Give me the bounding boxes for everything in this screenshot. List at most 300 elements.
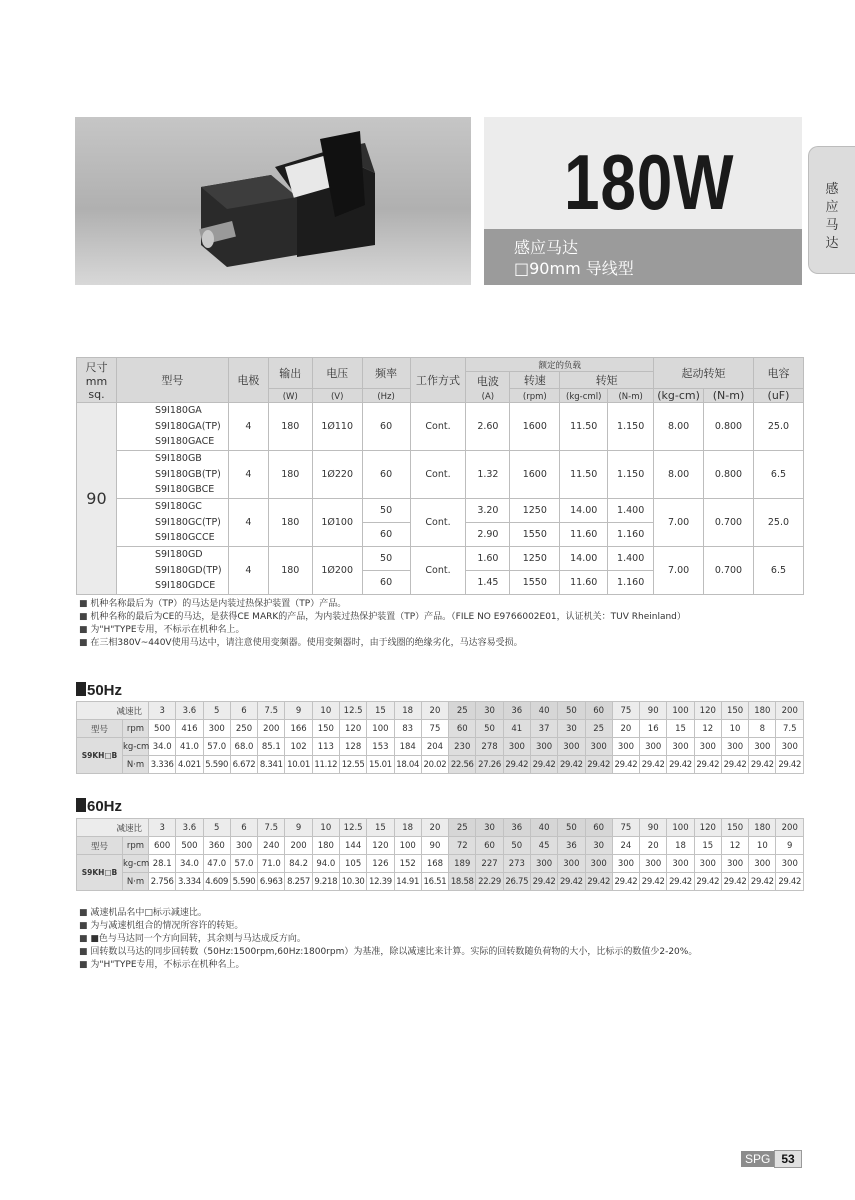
rpm-cell: 240 bbox=[258, 837, 285, 855]
ratio-cell: 7.5 bbox=[258, 702, 285, 720]
rpm-cell: 300 bbox=[230, 837, 257, 855]
nm-cell: 10.01 bbox=[285, 756, 312, 774]
kgcm-cell: 168 bbox=[421, 855, 448, 873]
nm-cell: 4.021 bbox=[176, 756, 203, 774]
rpm-cell: 600 bbox=[149, 837, 176, 855]
current-value: 2.60 bbox=[466, 403, 510, 451]
start-nm-value: 0.700 bbox=[704, 547, 754, 595]
gear-model: S9KH□B bbox=[77, 855, 123, 891]
kgcm-cell: 300 bbox=[721, 738, 748, 756]
rpm-cell: 37 bbox=[530, 720, 557, 738]
rpm-row bbox=[77, 720, 804, 738]
current-header: 电波 (A) bbox=[466, 372, 510, 403]
mode-value: Cont. bbox=[410, 547, 466, 595]
rpm-cell: 300 bbox=[203, 720, 230, 738]
rpm-cell: 250 bbox=[230, 720, 257, 738]
ratio-cell: 90 bbox=[640, 702, 667, 720]
nm-cell: 29.42 bbox=[721, 873, 748, 891]
nm-cell: 29.42 bbox=[749, 873, 776, 891]
ratio-cell: 100 bbox=[667, 819, 694, 837]
nm-cell: 29.42 bbox=[530, 873, 557, 891]
spec-notes bbox=[79, 598, 686, 650]
model-header: 型号 bbox=[116, 358, 228, 403]
ratio-cell: 100 bbox=[667, 702, 694, 720]
nm-cell: 29.42 bbox=[558, 756, 585, 774]
table-row bbox=[77, 547, 804, 571]
ratio-row bbox=[77, 819, 804, 837]
note-item: ■ ■色与马达同一个方向回转，其余则与马达成反方向。 bbox=[79, 933, 697, 946]
mode-value: Cont. bbox=[410, 499, 466, 547]
nm-cell: 27.26 bbox=[476, 756, 503, 774]
nm-cell: 29.42 bbox=[749, 756, 776, 774]
ratio-cell: 10 bbox=[312, 702, 339, 720]
ratio-row bbox=[77, 702, 804, 720]
kgcm-cell: 278 bbox=[476, 738, 503, 756]
ratio-cell: 120 bbox=[694, 819, 721, 837]
unit-rpm: rpm bbox=[123, 720, 149, 738]
rpm-cell: 60 bbox=[476, 837, 503, 855]
rpm-value: 1550 bbox=[510, 523, 560, 547]
nm-cell: 29.42 bbox=[721, 756, 748, 774]
rpm-cell: 83 bbox=[394, 720, 421, 738]
rpm-cell: 25 bbox=[585, 720, 612, 738]
speed-unit: (rpm) bbox=[510, 389, 560, 403]
kgcm-cell: 28.1 bbox=[149, 855, 176, 873]
rpm-cell: 30 bbox=[558, 720, 585, 738]
ratio-cell: 20 bbox=[421, 819, 448, 837]
note-item: ■ 机种名称的最后为CE的马达，是获得CE MARK的产品，为内装过热保护装置（TP）产品。（FILE NO E9766002E01，认证机关：TUV Rheinland） bbox=[79, 611, 686, 624]
ratio-cell: 25 bbox=[449, 702, 476, 720]
rpm-cell: 10 bbox=[721, 720, 748, 738]
kgcm-cell: 126 bbox=[367, 855, 394, 873]
rpm-cell: 75 bbox=[421, 720, 448, 738]
kgcm-value: 11.60 bbox=[560, 571, 608, 595]
voltage-header: 电压 bbox=[312, 358, 362, 389]
kgcm-cell: 300 bbox=[776, 855, 804, 873]
category-side-tab[interactable] bbox=[808, 146, 855, 274]
freq-value: 60 bbox=[362, 403, 410, 451]
nm-cell: 15.01 bbox=[367, 756, 394, 774]
nm-cell: 29.42 bbox=[612, 873, 639, 891]
nm-cell: 29.42 bbox=[776, 873, 804, 891]
kgcm-value: 11.50 bbox=[560, 451, 608, 499]
unit-kgcm: kg-cm bbox=[123, 855, 149, 873]
kgcm-cell: 300 bbox=[558, 855, 585, 873]
note-item: ■ 回转数以马达的同步回转数（50Hz:1500rpm,60Hz:1800rpm）为基准，除以减速比来计算。实际的回转数随负荷物的大小，比标示的数值少2-20%。 bbox=[79, 946, 697, 959]
output-value: 180 bbox=[268, 403, 312, 451]
current-value: 1.32 bbox=[466, 451, 510, 499]
rpm-value: 1250 bbox=[510, 547, 560, 571]
rpm-cell: 8 bbox=[749, 720, 776, 738]
power-rating: 180W bbox=[564, 138, 735, 226]
rpm-cell: 100 bbox=[394, 837, 421, 855]
nm-cell: 29.42 bbox=[585, 756, 612, 774]
kgcm-cell: 113 bbox=[312, 738, 339, 756]
kgcm-cell: 84.2 bbox=[285, 855, 312, 873]
rpm-cell: 30 bbox=[585, 837, 612, 855]
freq-header: 频率 bbox=[362, 358, 410, 389]
unit-rpm: rpm bbox=[123, 837, 149, 855]
kgcm-value: 14.00 bbox=[560, 547, 608, 571]
nm-cell: 6.963 bbox=[258, 873, 285, 891]
freq-value: 50 bbox=[362, 499, 410, 523]
kgcm-cell: 57.0 bbox=[230, 855, 257, 873]
kgcm-cell: 300 bbox=[776, 738, 804, 756]
gear-model: S9KH□B bbox=[77, 738, 123, 774]
nm-cell: 22.29 bbox=[476, 873, 503, 891]
nm-cell: 12.39 bbox=[367, 873, 394, 891]
motor-illustration bbox=[75, 117, 471, 285]
nm-cell: 22.56 bbox=[449, 756, 476, 774]
product-photo bbox=[75, 117, 471, 285]
nm-row bbox=[77, 873, 804, 891]
ratio-cell: 180 bbox=[749, 702, 776, 720]
rpm-cell: 500 bbox=[149, 720, 176, 738]
rpm-cell: 7.5 bbox=[776, 720, 804, 738]
ratio-cell: 30 bbox=[476, 702, 503, 720]
rpm-cell: 45 bbox=[530, 837, 557, 855]
ratio-cell: 30 bbox=[476, 819, 503, 837]
nm-cell: 11.12 bbox=[312, 756, 339, 774]
page-footer bbox=[741, 1150, 802, 1168]
nm-cell: 29.42 bbox=[640, 873, 667, 891]
rpm-value: 1550 bbox=[510, 571, 560, 595]
kgcm-cell: 300 bbox=[694, 855, 721, 873]
rpm-cell: 90 bbox=[421, 837, 448, 855]
side-tab-char: 应 bbox=[825, 200, 839, 215]
ratio-cell: 150 bbox=[721, 819, 748, 837]
kgcm-cell: 230 bbox=[449, 738, 476, 756]
rpm-cell: 100 bbox=[367, 720, 394, 738]
nm-value: 1.150 bbox=[608, 403, 654, 451]
ratio-cell: 25 bbox=[449, 819, 476, 837]
ratio-cell: 15 bbox=[367, 702, 394, 720]
section-title-50hz: 50Hz bbox=[76, 682, 122, 699]
subtitle-band bbox=[484, 229, 802, 285]
kgcm-value: 11.60 bbox=[560, 523, 608, 547]
cap-value: 25.0 bbox=[753, 403, 803, 451]
voltage-value: 1Ø220 bbox=[312, 451, 362, 499]
rpm-cell: 500 bbox=[176, 837, 203, 855]
note-item: ■ 为"H"TYPE专用，不标示在机种名上。 bbox=[79, 624, 686, 637]
rpm-cell: 20 bbox=[612, 720, 639, 738]
kgcm-cell: 300 bbox=[640, 738, 667, 756]
nm-value: 1.160 bbox=[608, 571, 654, 595]
ratio-cell: 3.6 bbox=[176, 702, 203, 720]
current-value: 3.20 bbox=[466, 499, 510, 523]
rpm-cell: 18 bbox=[667, 837, 694, 855]
nm-cell: 29.42 bbox=[694, 873, 721, 891]
model-label: 型号 bbox=[77, 837, 123, 855]
start-nm-value: 0.800 bbox=[704, 451, 754, 499]
nm-value: 1.400 bbox=[608, 499, 654, 523]
note-item: ■ 机种名称最后为（TP）的马达是内装过热保护装置（TP）产品。 bbox=[79, 598, 686, 611]
rpm-cell: 72 bbox=[449, 837, 476, 855]
unit-kgcm: kg-cm bbox=[123, 738, 149, 756]
current-value: 2.90 bbox=[466, 523, 510, 547]
table-row bbox=[77, 403, 804, 451]
nm-cell: 29.42 bbox=[640, 756, 667, 774]
size-value: 90 bbox=[77, 403, 117, 595]
torque-unit-kgcm: (kg-cml) bbox=[560, 389, 608, 403]
rpm-cell: 416 bbox=[176, 720, 203, 738]
nm-cell: 29.42 bbox=[667, 756, 694, 774]
rpm-cell: 166 bbox=[285, 720, 312, 738]
model-list: S9I180GB S9I180GB(TP) S9I180GBCE bbox=[116, 451, 228, 499]
nm-cell: 14.91 bbox=[394, 873, 421, 891]
subtitle-type: 感应马达 bbox=[514, 238, 579, 257]
ratio-cell: 60 bbox=[585, 819, 612, 837]
kgcm-cell: 300 bbox=[503, 738, 530, 756]
ratio-cell: 15 bbox=[367, 819, 394, 837]
rpm-cell: 12 bbox=[721, 837, 748, 855]
kgcm-cell: 105 bbox=[339, 855, 366, 873]
rpm-cell: 50 bbox=[503, 837, 530, 855]
rpm-cell: 360 bbox=[203, 837, 230, 855]
mode-value: Cont. bbox=[410, 403, 466, 451]
ratio-cell: 9 bbox=[285, 702, 312, 720]
torque-unit-nm: (N-m) bbox=[608, 389, 654, 403]
rpm-cell: 15 bbox=[694, 837, 721, 855]
poles-value: 4 bbox=[228, 499, 268, 547]
nm-cell: 29.42 bbox=[667, 873, 694, 891]
nm-cell: 2.756 bbox=[149, 873, 176, 891]
section-title-60hz: 60Hz bbox=[76, 798, 122, 815]
ratio-cell: 5 bbox=[203, 819, 230, 837]
rpm-cell: 60 bbox=[449, 720, 476, 738]
nm-cell: 18.58 bbox=[449, 873, 476, 891]
ratio-cell: 20 bbox=[421, 702, 448, 720]
kgcm-cell: 300 bbox=[585, 855, 612, 873]
rpm-value: 1250 bbox=[510, 499, 560, 523]
kgcm-cell: 68.0 bbox=[230, 738, 257, 756]
gear-table-60hz bbox=[76, 818, 804, 891]
model-list: S9I180GC S9I180GC(TP) S9I180GCCE bbox=[116, 499, 228, 547]
ratio-cell: 75 bbox=[612, 702, 639, 720]
start-kgcm-value: 8.00 bbox=[654, 451, 704, 499]
rpm-cell: 20 bbox=[640, 837, 667, 855]
ratio-label: 减速比 bbox=[77, 819, 149, 837]
gear-table-50hz bbox=[76, 701, 804, 774]
nm-row bbox=[77, 756, 804, 774]
ratio-cell: 18 bbox=[394, 702, 421, 720]
nm-cell: 29.42 bbox=[503, 756, 530, 774]
title-box bbox=[484, 117, 802, 285]
rpm-cell: 10 bbox=[749, 837, 776, 855]
unit-nm: N·m bbox=[123, 756, 149, 774]
kgcm-cell: 204 bbox=[421, 738, 448, 756]
rpm-value: 1600 bbox=[510, 403, 560, 451]
kgcm-cell: 85.1 bbox=[258, 738, 285, 756]
subtitle-size: □90mm 导线型 bbox=[514, 259, 634, 278]
cap-unit: (uF) bbox=[753, 389, 803, 403]
ratio-cell: 10 bbox=[312, 819, 339, 837]
ratio-cell: 90 bbox=[640, 819, 667, 837]
voltage-value: 1Ø200 bbox=[312, 547, 362, 595]
model-list: S9I180GD S9I180GD(TP) S9I180GDCE bbox=[116, 547, 228, 595]
rpm-cell: 150 bbox=[312, 720, 339, 738]
output-unit: (W) bbox=[268, 389, 312, 403]
table-row bbox=[77, 499, 804, 523]
cap-value: 25.0 bbox=[753, 499, 803, 547]
page-number: 53 bbox=[774, 1150, 801, 1168]
start-kgcm-value: 8.00 bbox=[654, 403, 704, 451]
nm-cell: 5.590 bbox=[203, 756, 230, 774]
nm-cell: 8.341 bbox=[258, 756, 285, 774]
rpm-cell: 15 bbox=[667, 720, 694, 738]
nm-cell: 3.334 bbox=[176, 873, 203, 891]
torque-header: 转矩 bbox=[560, 372, 654, 389]
nm-value: 1.400 bbox=[608, 547, 654, 571]
side-tab-char: 感 bbox=[825, 182, 839, 197]
nm-cell: 3.336 bbox=[149, 756, 176, 774]
nm-cell: 29.42 bbox=[776, 756, 804, 774]
rpm-cell: 120 bbox=[367, 837, 394, 855]
ratio-cell: 75 bbox=[612, 819, 639, 837]
table-row bbox=[77, 451, 804, 499]
poles-value: 4 bbox=[228, 403, 268, 451]
ratio-cell: 7.5 bbox=[258, 819, 285, 837]
rpm-cell: 9 bbox=[776, 837, 804, 855]
rpm-value: 1600 bbox=[510, 451, 560, 499]
output-value: 180 bbox=[268, 547, 312, 595]
poles-value: 4 bbox=[228, 547, 268, 595]
nm-cell: 29.42 bbox=[612, 756, 639, 774]
cap-value: 6.5 bbox=[753, 451, 803, 499]
nm-cell: 26.75 bbox=[503, 873, 530, 891]
start-nm-value: 0.700 bbox=[704, 499, 754, 547]
mode-header: 工作方式 bbox=[410, 358, 466, 403]
ratio-cell: 40 bbox=[530, 819, 557, 837]
kgcm-cell: 152 bbox=[394, 855, 421, 873]
kgcm-cell: 300 bbox=[640, 855, 667, 873]
mode-value: Cont. bbox=[410, 451, 466, 499]
kgcm-cell: 300 bbox=[612, 855, 639, 873]
nm-cell: 6.672 bbox=[230, 756, 257, 774]
kgcm-cell: 47.0 bbox=[203, 855, 230, 873]
kgcm-cell: 153 bbox=[367, 738, 394, 756]
rpm-cell: 200 bbox=[285, 837, 312, 855]
rpm-cell: 120 bbox=[339, 720, 366, 738]
kgcm-cell: 300 bbox=[585, 738, 612, 756]
note-item: ■ 在三相380V~440V使用马达中，请注意使用变频器。使用变频器时，由于线圈的绝缘劣化，马达容易受损。 bbox=[79, 637, 686, 650]
nm-cell: 29.42 bbox=[530, 756, 557, 774]
freq-value: 60 bbox=[362, 451, 410, 499]
ratio-cell: 60 bbox=[585, 702, 612, 720]
ratio-cell: 180 bbox=[749, 819, 776, 837]
kgcm-cell: 300 bbox=[694, 738, 721, 756]
current-value: 1.60 bbox=[466, 547, 510, 571]
start-torque-header: 起动转矩 bbox=[654, 358, 754, 389]
cap-header: 电容 bbox=[753, 358, 803, 389]
nm-cell: 16.51 bbox=[421, 873, 448, 891]
kgcm-cell: 128 bbox=[339, 738, 366, 756]
kgcm-cell: 300 bbox=[530, 855, 557, 873]
kgcm-cell: 94.0 bbox=[312, 855, 339, 873]
ratio-cell: 12.5 bbox=[339, 702, 366, 720]
start-unit-nm: (N-m) bbox=[704, 389, 754, 403]
rpm-cell: 24 bbox=[612, 837, 639, 855]
ratio-label: 减速比 bbox=[77, 702, 149, 720]
freq-value: 60 bbox=[362, 523, 410, 547]
ratio-cell: 36 bbox=[503, 702, 530, 720]
kgcm-cell: 300 bbox=[612, 738, 639, 756]
poles-value: 4 bbox=[228, 451, 268, 499]
kgcm-cell: 273 bbox=[503, 855, 530, 873]
kgcm-cell: 300 bbox=[667, 855, 694, 873]
ratio-cell: 3 bbox=[149, 819, 176, 837]
side-tab-char: 达 bbox=[825, 236, 839, 251]
spec-table bbox=[76, 357, 804, 595]
rpm-cell: 144 bbox=[339, 837, 366, 855]
freq-value: 60 bbox=[362, 571, 410, 595]
ratio-cell: 6 bbox=[230, 702, 257, 720]
rpm-cell: 12 bbox=[694, 720, 721, 738]
freq-unit: (Hz) bbox=[362, 389, 410, 403]
ratio-cell: 200 bbox=[776, 702, 804, 720]
cap-value: 6.5 bbox=[753, 547, 803, 595]
kgcm-cell: 300 bbox=[721, 855, 748, 873]
rated-load-header: 额定的负载 bbox=[466, 358, 654, 372]
kgcm-cell: 34.0 bbox=[149, 738, 176, 756]
kgcm-cell: 227 bbox=[476, 855, 503, 873]
kgcm-cell: 300 bbox=[749, 738, 776, 756]
nm-value: 1.160 bbox=[608, 523, 654, 547]
nm-cell: 5.590 bbox=[230, 873, 257, 891]
nm-cell: 9.218 bbox=[312, 873, 339, 891]
start-kgcm-value: 7.00 bbox=[654, 547, 704, 595]
rpm-cell: 16 bbox=[640, 720, 667, 738]
kgcm-cell: 57.0 bbox=[203, 738, 230, 756]
output-value: 180 bbox=[268, 499, 312, 547]
output-header: 输出 bbox=[268, 358, 312, 389]
ratio-cell: 120 bbox=[694, 702, 721, 720]
nm-value: 1.150 bbox=[608, 451, 654, 499]
kgcm-cell: 71.0 bbox=[258, 855, 285, 873]
poles-header: 电极 bbox=[228, 358, 268, 403]
nm-cell: 20.02 bbox=[421, 756, 448, 774]
freq-value: 50 bbox=[362, 547, 410, 571]
rpm-row bbox=[77, 837, 804, 855]
ratio-cell: 3 bbox=[149, 702, 176, 720]
nm-cell: 8.257 bbox=[285, 873, 312, 891]
note-item: ■ 为"H"TYPE专用，不标示在机种名上。 bbox=[79, 959, 697, 972]
nm-cell: 10.30 bbox=[339, 873, 366, 891]
voltage-unit: (V) bbox=[312, 389, 362, 403]
footer-label: SPG bbox=[741, 1151, 774, 1167]
ratio-cell: 6 bbox=[230, 819, 257, 837]
kgcm-cell: 102 bbox=[285, 738, 312, 756]
kgcm-cell: 300 bbox=[667, 738, 694, 756]
nm-cell: 29.42 bbox=[585, 873, 612, 891]
speed-header: 转速 bbox=[510, 372, 560, 389]
note-item: ■ 为与减速机组合的情况所容许的转矩。 bbox=[79, 920, 697, 933]
rpm-cell: 200 bbox=[258, 720, 285, 738]
rpm-cell: 50 bbox=[476, 720, 503, 738]
note-item: ■ 减速机品名中□标示减速比。 bbox=[79, 907, 697, 920]
unit-nm: N·m bbox=[123, 873, 149, 891]
gear-notes bbox=[79, 907, 697, 972]
model-list: S9I180GA S9I180GA(TP) S9I180GACE bbox=[116, 403, 228, 451]
nm-cell: 18.04 bbox=[394, 756, 421, 774]
ratio-cell: 12.5 bbox=[339, 819, 366, 837]
voltage-value: 1Ø110 bbox=[312, 403, 362, 451]
kgcm-cell: 300 bbox=[749, 855, 776, 873]
kgcm-cell: 41.0 bbox=[176, 738, 203, 756]
model-label: 型号 bbox=[77, 720, 123, 738]
kgcm-cell: 189 bbox=[449, 855, 476, 873]
ratio-cell: 50 bbox=[558, 819, 585, 837]
